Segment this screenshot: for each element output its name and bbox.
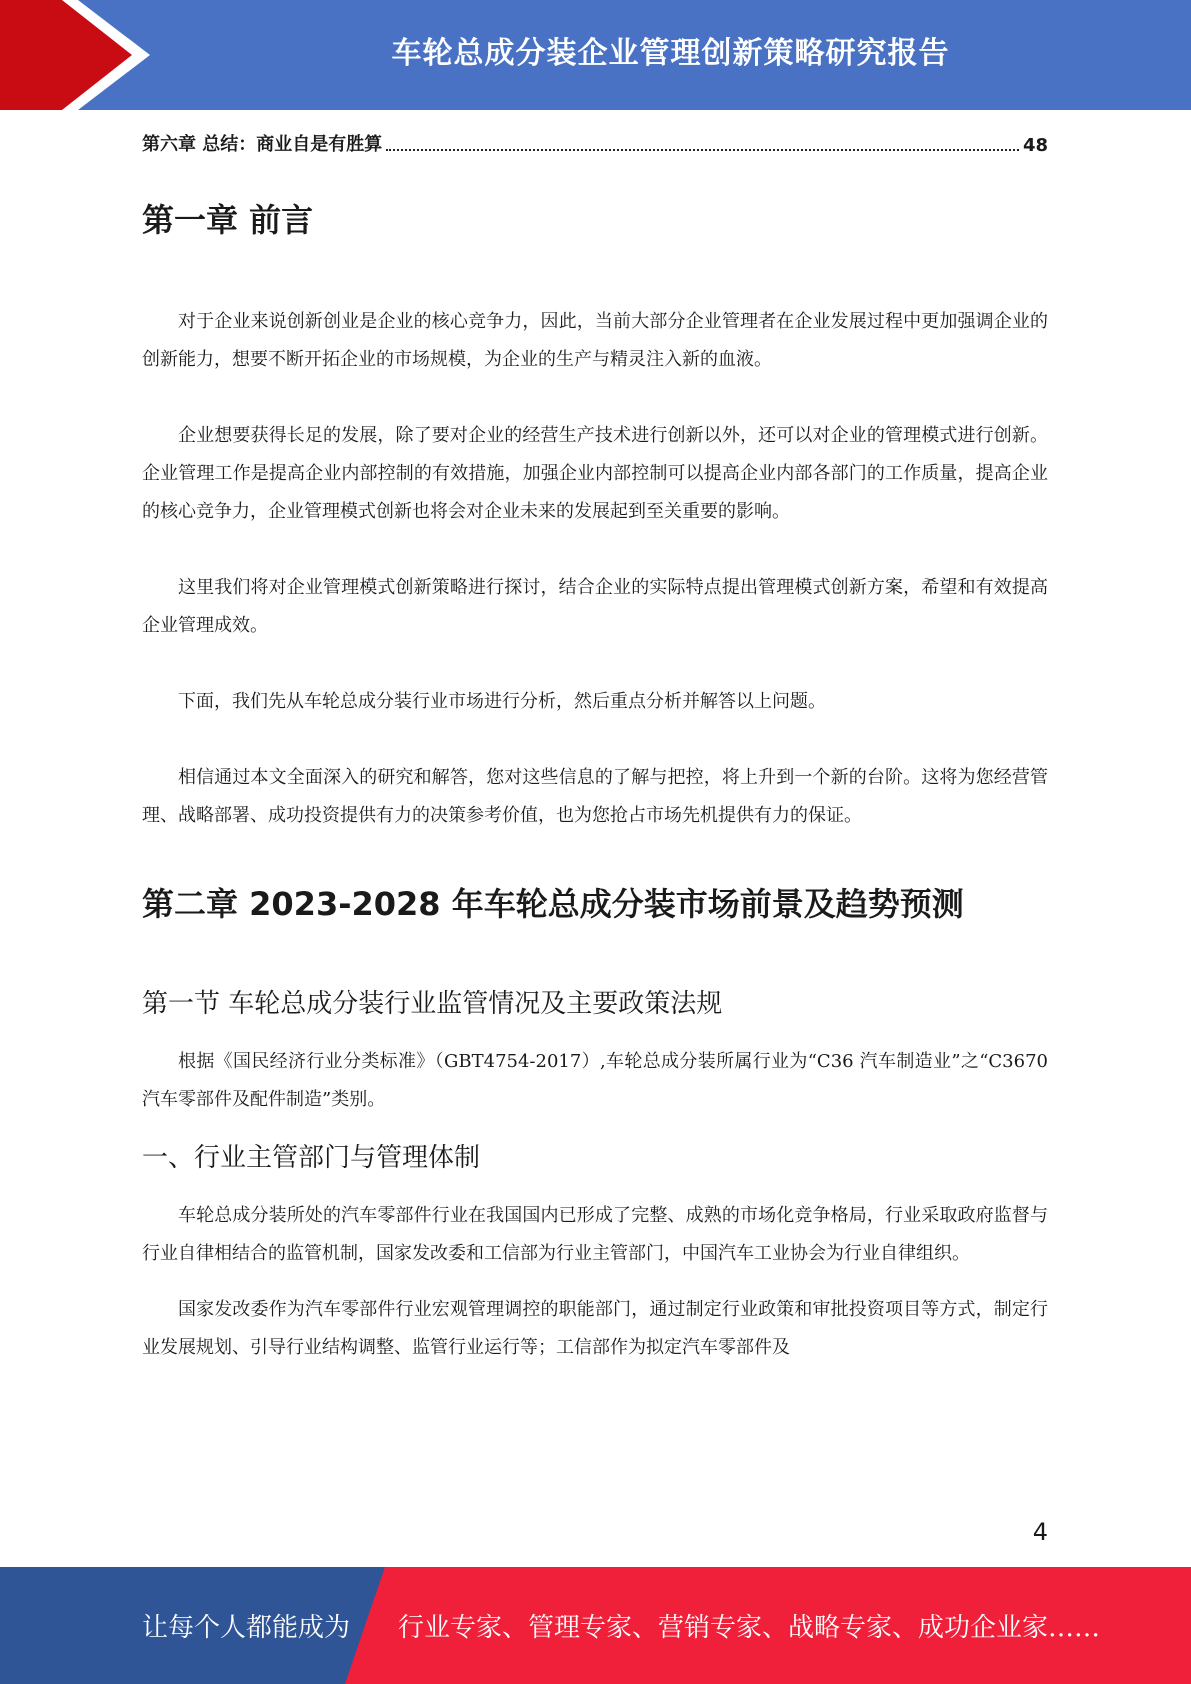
report-title: 车轮总成分装企业管理创新策略研究报告 (391, 36, 950, 71)
paragraph: 下面，我们先从车轮总成分装行业市场进行分析，然后重点分析并解答以上问题。 (178, 691, 826, 712)
chapter-heading: 第一章 前言 (142, 201, 314, 239)
chapter-heading: 第二章 2023-2028 年车轮总成分装市场前景及趋势预测 (142, 885, 964, 923)
paragraph: 这里我们将对企业管理模式创新策略进行探讨，结合企业的实际特点提出管理模式创新方案，希望和有效提高企业管理成效。 (142, 577, 1048, 636)
subsection-heading: 一、行业主管部门与管理体制 (142, 1143, 481, 1173)
toc-entry-page: 48 (1022, 135, 1048, 156)
paragraph: 相信通过本文全面深入的研究和解答，您对这些信息的了解与把控，将上升到一个新的台阶。这将为您经营管理、战略部署、成功投资提供有力的决策参考价值，也为您抢占市场先机提供有力的保证。 (142, 767, 1048, 826)
footer-banner (0, 1567, 1191, 1684)
toc-entry[interactable] (142, 130, 1048, 156)
toc-entry-label: 第六章 总结：商业自是有胜算 (142, 134, 383, 155)
paragraph: 车轮总成分装所处的汽车零部件行业在我国国内已形成了完整、成熟的市场化竞争格局，行业采取政府监督与行业自律相结合的监管机制，国家发改委和工信部为行业主管部门，中国汽车工业协会为行业自律组织。 (142, 1205, 1048, 1264)
paragraph: 国家发改委作为汽车零部件行业宏观管理调控的职能部门，通过制定行业政策和审批投资项目等方式，制定行业发展规划、引导行业结构调整、监管行业运行等；工信部作为拟定汽车零部件及 (142, 1299, 1048, 1358)
paragraph: 根据《国民经济行业分类标准》（GBT4754-2017）,车轮总成分装所属行业为“C36 汽车制造业”之“C3670 汽车零部件及配件制造”类别。 (142, 1051, 1048, 1110)
header-banner (0, 0, 1191, 110)
paragraph: 企业想要获得长足的发展，除了要对企业的经营生产技术进行创新以外，还可以对企业的管理模式进行创新。企业管理工作是提高企业内部控制的有效措施，加强企业内部控制可以提高企业内部各部门的工作质量，提高企业的核心竞争力，企业管理模式创新也将会对企业未来的发展起到至关重要的影响。 (142, 425, 1048, 522)
main-content (142, 195, 1048, 1367)
toc-leader-dots (386, 149, 1019, 151)
footer-slogan-right: 行业专家、管理专家、营销专家、战略专家、成功企业家…… (398, 1613, 1101, 1643)
page-number: 4 (1032, 1518, 1048, 1546)
paragraph: 对于企业来说创新创业是企业的核心竞争力，因此，当前大部分企业管理者在企业发展过程中更加强调企业的创新能力，想要不断开拓企业的市场规模，为企业的生产与精灵注入新的血液。 (142, 311, 1048, 370)
section-heading: 第一节 车轮总成分装行业监管情况及主要政策法规 (142, 989, 723, 1019)
footer-slogan-left: 让每个人都能成为 (142, 1613, 351, 1643)
red-arrow-decoration (0, 0, 150, 110)
